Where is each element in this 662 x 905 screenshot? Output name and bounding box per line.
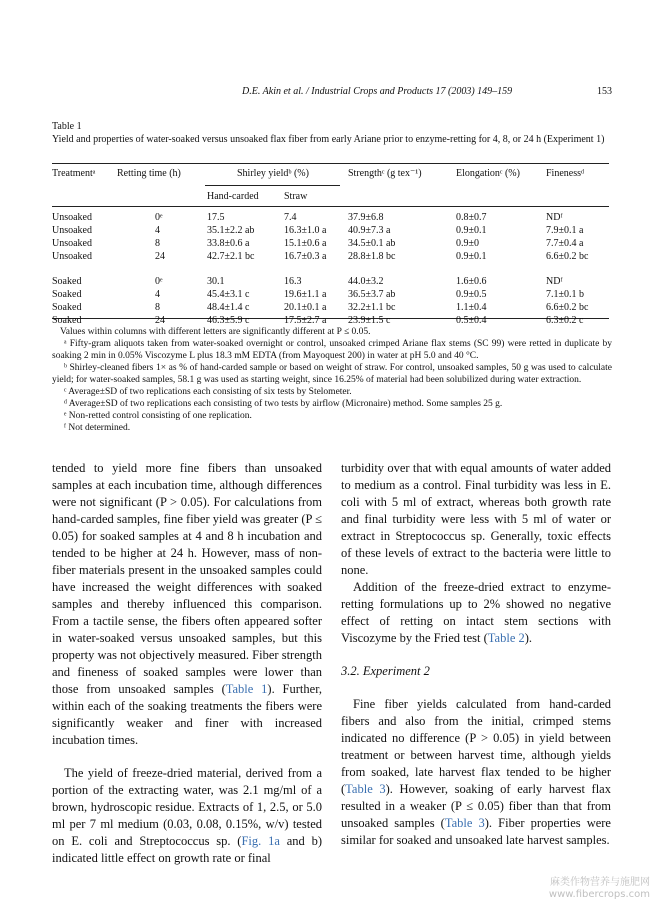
section-heading: 3.2. Experiment 2 [341,664,430,678]
body-paragraph: turbidity over that with equal amounts of water added to medium as a control. Final turbidity was less in E. coli with 5 ml of extract, whereas both growth rate and final turbidity were less with 5 ml of water or extract in Streptococcus sp. Generally, toxic effects of these levels of extract to the bacteria were little to none. [341,461,611,577]
cell-fineness: 6.3±0.2 c [546,315,584,326]
table-row [0,289,662,302]
left-column [52,460,322,867]
table-note: ᵉ Non-retted control consisting of one replication. [64,411,252,421]
col-retting-header: Retting time (h) [117,168,181,179]
cell-straw: 20.1±0.1 a [284,302,327,313]
watermark-title: 麻类作物营养与施肥网 [550,877,650,888]
cell-straw: 7.4 [284,212,297,223]
table-note: ᵈ Average±SD of two replications each consisting of two tests by airflow (Micronaire) method. Some samples 25 g. [64,399,503,409]
col-strength-header: Strengthᶜ (g tex⁻¹) [348,168,422,179]
cell-straw: 19.6±1.1 a [284,289,327,300]
cell-fineness: 7.7±0.4 a [546,238,584,249]
table-title: Yield and properties of water-soaked versus unsoaked flax fiber from early Ariane prior to enzyme-retting for 4, 8, or 24 h (Experiment 1) [52,134,605,145]
table-note: ᵃ Fifty-gram aliquots taken from water-soaked overnight or control, unsoaked crimped Ariane flax stems (SC 99) were retted in duplicate by soaking 2 min in 0.05% Viscozyme L plus 18.3 mM EDTA (from Mayoquest 200) in water at pH 5.0 and 40 °C. [52,339,612,361]
cell-strength: 23.9±1.5 c [348,315,391,326]
cell-treatment: Soaked [52,276,82,287]
cell-fineness: NDᶠ [546,212,563,223]
col-elongation-header: Elongationᶜ (%) [456,168,520,179]
col-hand-carded-header: Hand-carded [207,191,259,202]
cell-hand-carded: 30.1 [207,276,225,287]
col-fineness-header: Finenessᵈ [546,168,585,179]
table-2-link[interactable]: Table 2 [487,631,525,645]
cell-elongation: 0.9±0.1 [456,251,487,262]
cell-fineness: 7.1±0.1 b [546,289,584,300]
cell-fineness: 6.6±0.2 bc [546,251,589,262]
table-note: ᶠ Not determined. [64,423,131,433]
cell-retting: 8 [155,302,160,313]
cell-treatment: Soaked [52,289,82,300]
cell-hand-carded: 17.5 [207,212,225,223]
cell-straw: 17.5±2.7 a [284,315,327,326]
cell-treatment: Soaked [52,315,82,326]
cell-strength: 40.9±7.3 a [348,225,391,236]
cell-elongation: 0.9±0.1 [456,225,487,236]
cell-hand-carded: 48.4±1.4 c [207,302,250,313]
cell-retting: 24 [155,251,165,262]
table-1-link[interactable]: Table 1 [225,682,268,696]
cell-treatment: Unsoaked [52,238,92,249]
cell-elongation: 0.9±0.5 [456,289,487,300]
cell-treatment: Soaked [52,302,82,313]
cell-retting: 0ᵉ [155,276,163,287]
table-note: Values within columns with different letters are significantly different at P ≤ 0.05. [60,327,371,337]
body-paragraph: Fine fiber yields calculated from hand-carded fibers and also from the initial, crimped stems indicated no difference (P > 0.05) in yield between treatment or between harvest time, although yields from soaked, late harvest flax tended to be higher (Table 3). However, soaking of early harvest flax resulted in a weaker (P ≤ 0.05) fiber than that from unsoaked samples (Table 3). Fiber properties were similar for soaked and unsoaked late harvest samples. [341,697,611,847]
cell-retting: 0ᵉ [155,212,163,223]
table-row [0,225,662,238]
cell-straw: 16.3±1.0 a [284,225,327,236]
page-number: 153 [597,86,612,97]
table-label: Table 1 [52,121,82,132]
cell-retting: 24 [155,315,165,326]
fig-1a-link[interactable]: Fig. 1a [241,834,280,848]
cell-strength: 28.8±1.8 bc [348,251,396,262]
right-column [341,460,611,849]
table-note: ᶜ Average±SD of two replications each consisting of six tests by Stelometer. [64,387,352,397]
cell-treatment: Unsoaked [52,251,92,262]
cell-strength: 44.0±3.2 [348,276,384,287]
cell-hand-carded: 33.8±0.6 a [207,238,250,249]
cell-hand-carded: 42.7±2.1 bc [207,251,255,262]
cell-strength: 34.5±0.1 ab [348,238,396,249]
table-row [0,276,662,289]
cell-treatment: Unsoaked [52,212,92,223]
cell-fineness: NDᶠ [546,276,563,287]
cell-retting: 4 [155,225,160,236]
table-row [0,302,662,315]
table-notes [52,326,612,434]
col-shirley-header: Shirley yieldᵇ (%) [237,168,309,179]
cell-hand-carded: 35.1±2.2 ab [207,225,255,236]
journal-citation: D.E. Akin et al. / Industrial Crops and Products 17 (2003) 149–159 [242,86,513,97]
cell-fineness: 7.9±0.1 a [546,225,584,236]
cell-strength: 37.9±6.8 [348,212,384,223]
watermark [549,877,650,901]
table-row [0,212,662,225]
shirley-subrule [205,185,340,186]
cell-straw: 16.7±0.3 a [284,251,327,262]
body-paragraph: Addition of the freeze-dried extract to enzyme-retting formulations up to 2% showed no negative effect of retting on intact stem sections with Viscozyme by the Fried test (Table 2). [341,580,611,645]
col-treatment-header: Treatmentᵃ [52,168,96,179]
cell-elongation: 1.1±0.4 [456,302,487,313]
cell-elongation: 0.8±0.7 [456,212,487,223]
cell-strength: 36.5±3.7 ab [348,289,396,300]
cell-fineness: 6.6±0.2 bc [546,302,589,313]
table-caption [52,120,612,146]
table-3-link[interactable]: Table 3 [444,816,485,830]
col-straw-header: Straw [284,191,308,202]
body-paragraph: The yield of freeze-dried material, derived from a portion of the extracting water, was 2.1 mg/ml of a brown, hydroscopic residue. Extracts of 1, 2.5, or 5.0 ml per 7 ml medium (0.03, 0.08, 0.15%, w/v) tested on E. coli and Streptococcus sp. (Fig. 1a and b) indicated little effect on growth rate or final [52,766,322,865]
body-paragraph: tended to yield more fine fibers than unsoaked samples at each incubation time, although differences were not significant (P > 0.05). For calculations from hand-carded samples, fine fiber yield was greater (P ≤ 0.05) for soaked samples at 4 and 8 h incubation and tended to be higher at 24 h. However, mass of non-fiber materials present in the unsoaked samples could have increased the weight differences with soaked samples and thereby influenced this comparison. From a tactile sense, the fibers often appeared softer in water-soaked versus unsoaked samples, but this property was not objectively measured. Fiber strength and fineness of soaked samples were lower than those from unsoaked samples (Table 1). Further, within each of the soaking treatments the fibers were significantly weaker and finer with increased incubation times. [52,461,322,747]
cell-retting: 4 [155,289,160,300]
cell-elongation: 0.9±0 [456,238,479,249]
table-note: ᵇ Shirley-cleaned fibers 1× as % of hand-carded sample or based on weight of straw. For control, unsoaked samples, 50 g was used to calculate yield; for water-soaked samples, 58.1 g was used as starting weight, since 16.25% of material had been solubilized during water extraction. [52,363,612,385]
table-top-rule [52,163,609,164]
cell-straw: 15.1±0.6 a [284,238,327,249]
watermark-url: www.fibercrops.com [548,889,650,900]
table-row [0,238,662,251]
table-header-rule [52,206,609,207]
cell-treatment: Unsoaked [52,225,92,236]
cell-hand-carded: 46.3±5.9 c [207,315,250,326]
table-3-link[interactable]: Table 3 [345,782,386,796]
cell-hand-carded: 45.4±3.1 c [207,289,250,300]
cell-strength: 32.2±1.1 bc [348,302,396,313]
cell-elongation: 1.6±0.6 [456,276,487,287]
cell-elongation: 0.5±0.4 [456,315,487,326]
cell-straw: 16.3 [284,276,302,287]
cell-retting: 8 [155,238,160,249]
table-row [0,251,662,264]
